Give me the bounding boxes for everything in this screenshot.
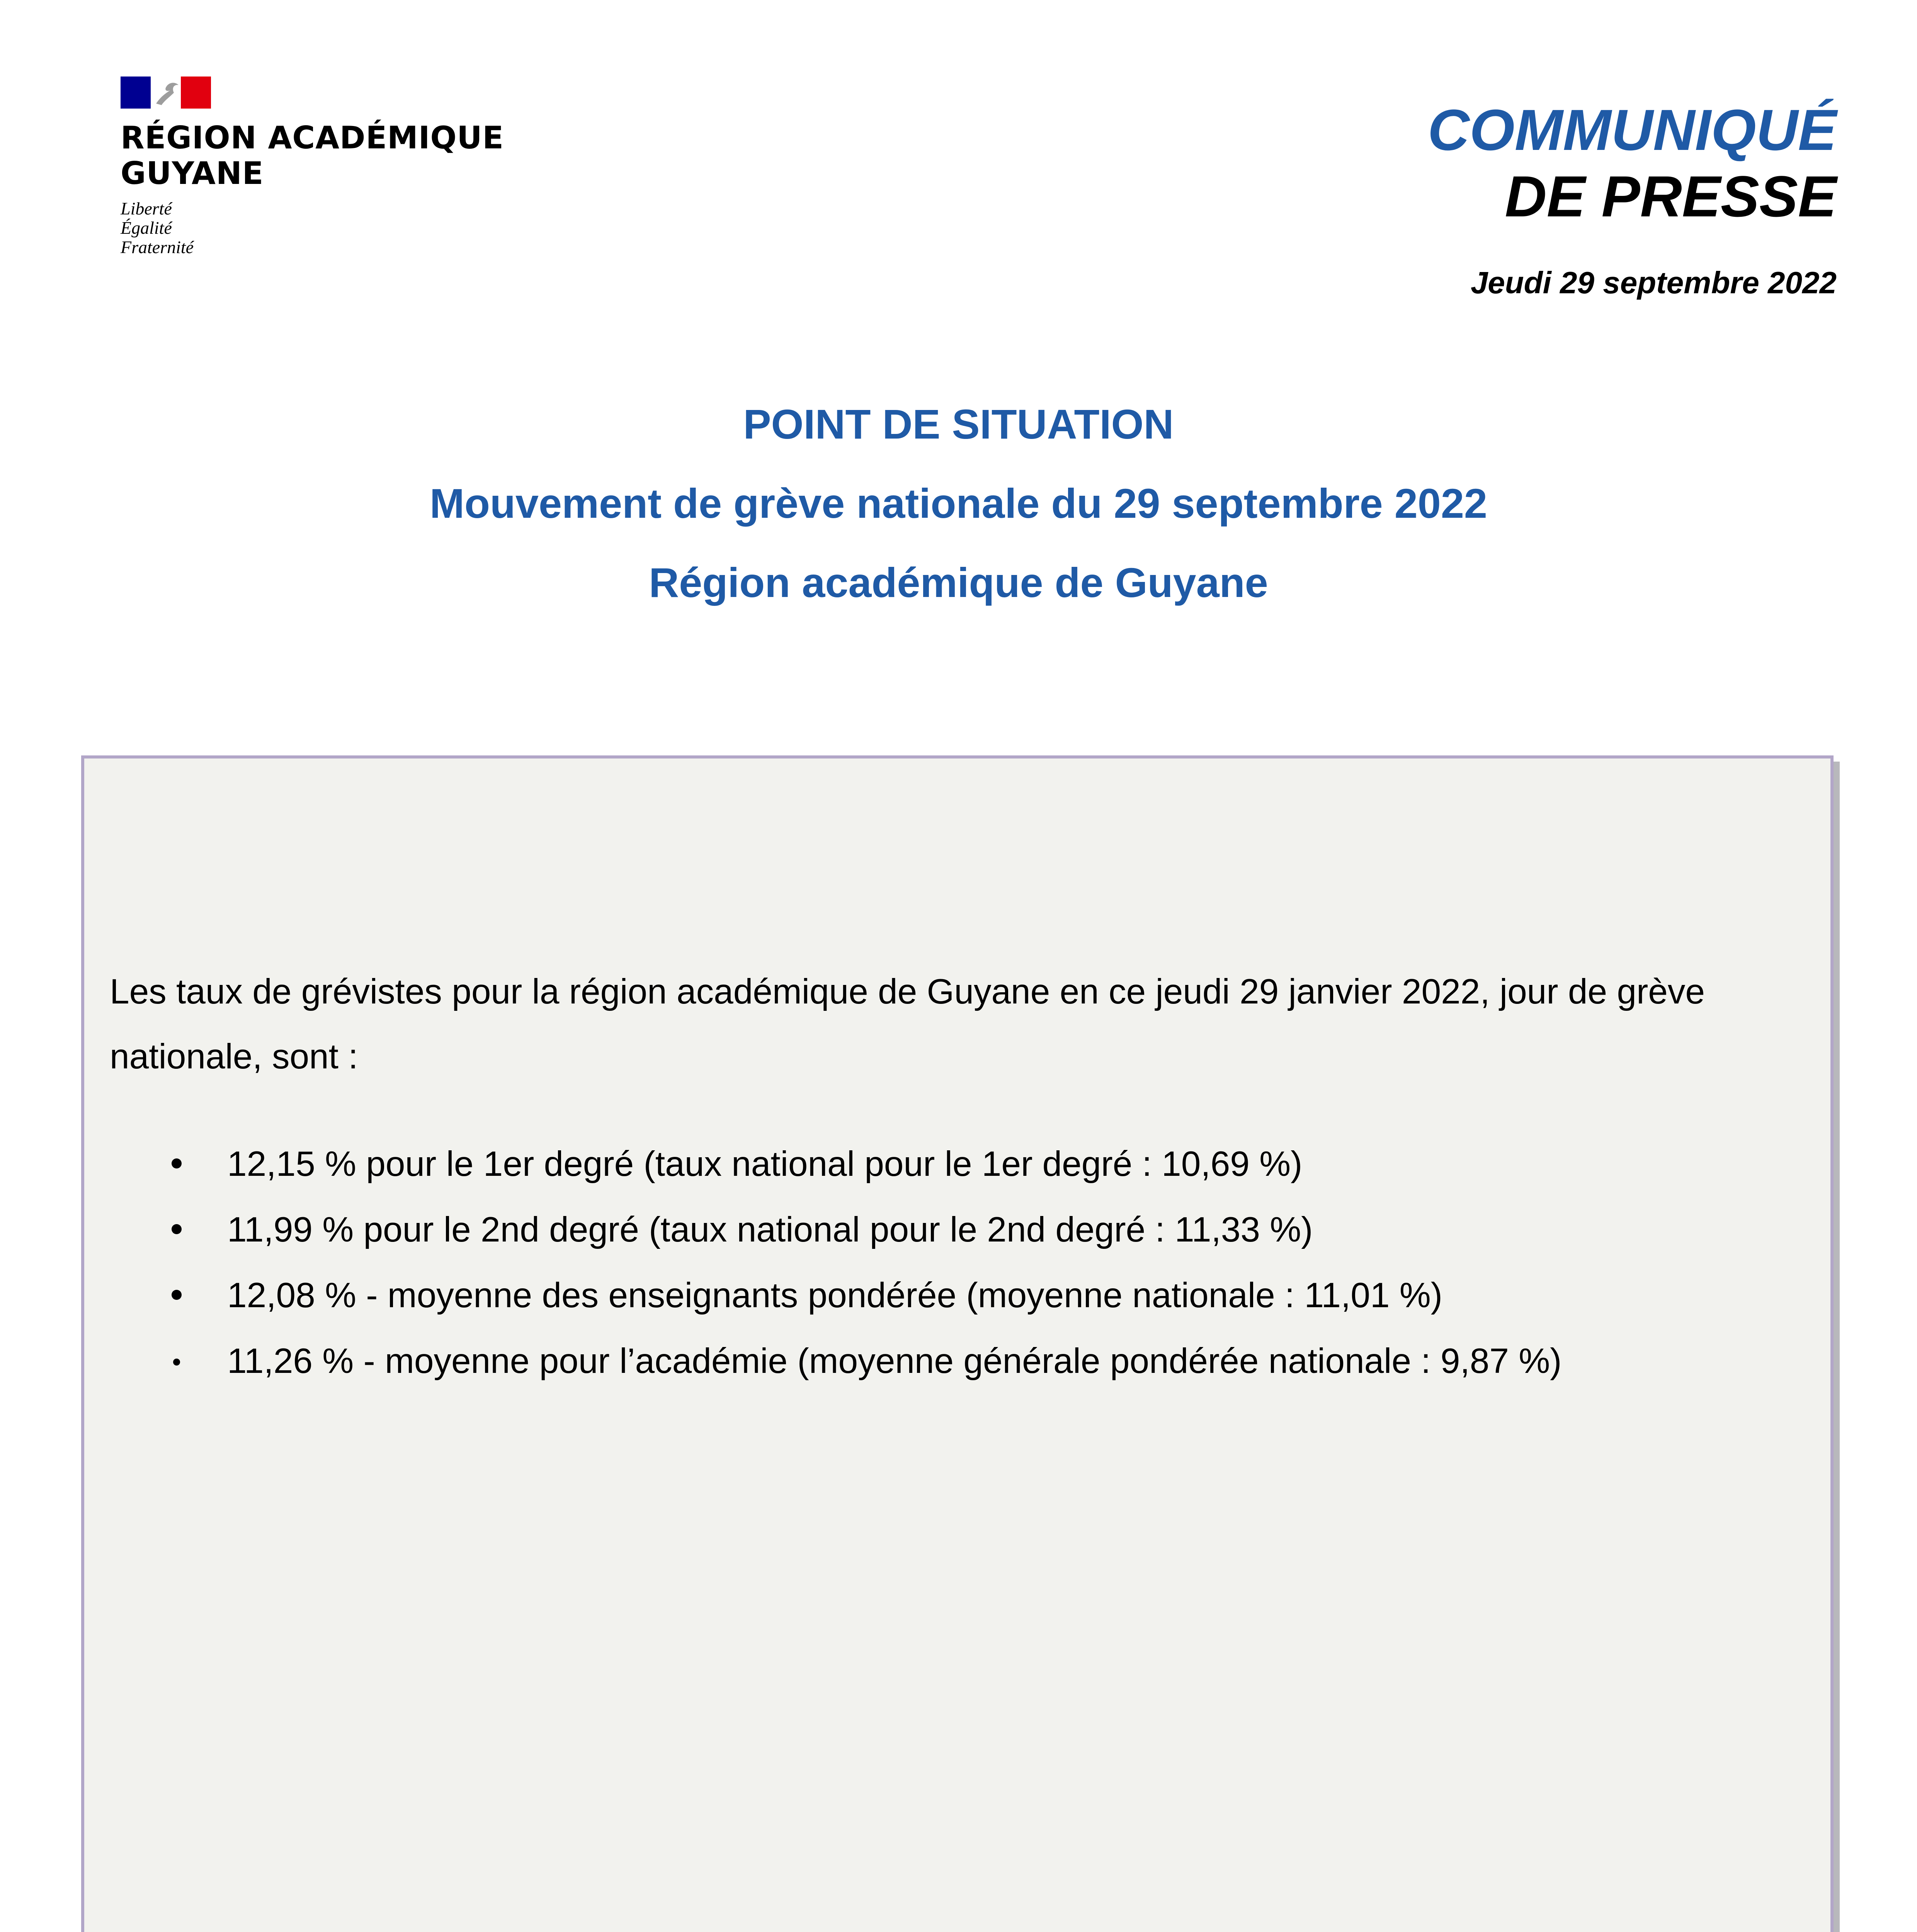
bullet-icon: [172, 1224, 182, 1234]
title-region-academique: Région académique de Guyane: [649, 559, 1268, 606]
region-name-line2: GUYANE: [121, 155, 264, 191]
list-item-text: 12,08 % - moyenne des enseignants pondérée (moyenne nationale : 11,01 %): [227, 1276, 1442, 1315]
logo-block: [121, 77, 504, 257]
region-name-line1: RÉGION ACADÉMIQUE: [121, 120, 504, 156]
strike-rates-panel: [81, 755, 1834, 1932]
title-point-de-situation: POINT DE SITUATION: [743, 401, 1174, 447]
region-name: [121, 120, 504, 191]
page-title-block: [0, 384, 1917, 622]
list-item-text: 11,26 % - moyenne pour l’académie (moyenne générale pondérée nationale : 9,87 %): [227, 1342, 1562, 1381]
list-item: [84, 1131, 1561, 1197]
motto-egalite: Égalité: [121, 218, 172, 238]
release-date: Jeudi 29 septembre 2022: [1470, 265, 1837, 300]
motto-liberte: Liberté: [121, 199, 172, 218]
marianne-flag-icon: [121, 77, 211, 109]
intro-paragraph: Les taux de grévistes pour la région académique de Guyane en ce jeudi 29 janvier 2022, jour de grève nationale, sont :: [110, 972, 1705, 1076]
bullet-icon: [173, 1359, 180, 1366]
strike-rates-list: [84, 1131, 1561, 1394]
communique-title: COMMUNIQUÉ: [1427, 97, 1837, 162]
republic-motto: [121, 199, 504, 257]
bullet-icon: [172, 1290, 182, 1300]
title-mouvement-greve: Mouvement de grève nationale du 29 septembre 2022: [430, 480, 1487, 527]
list-item-text: 11,99 % pour le 2nd degré (taux national pour le 2nd degré : 11,33 %): [227, 1210, 1313, 1249]
motto-fraternite: Fraternité: [121, 237, 194, 257]
de-presse-title: DE PRESSE: [1505, 164, 1837, 229]
list-item-text: 12,15 % pour le 1er degré (taux national pour le 1er degré : 10,69 %): [227, 1145, 1303, 1184]
press-release-header: [1428, 97, 1837, 301]
list-item: [84, 1263, 1561, 1328]
list-item: [84, 1328, 1561, 1394]
list-item: [84, 1197, 1561, 1263]
bullet-icon: [172, 1158, 182, 1168]
